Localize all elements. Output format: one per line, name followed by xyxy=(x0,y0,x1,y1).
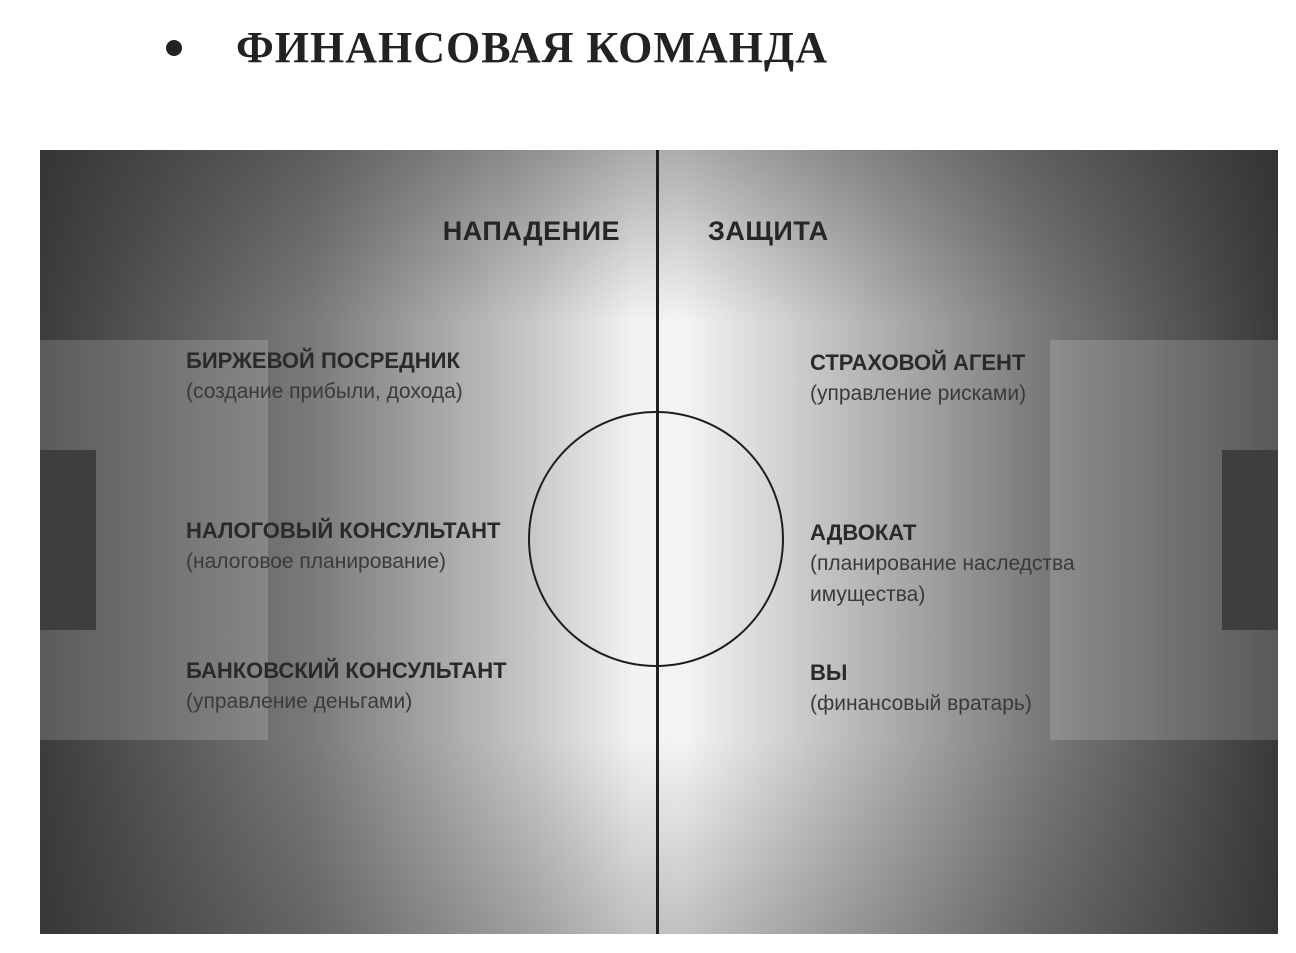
left-goal xyxy=(40,450,96,630)
role-you-goalkeeper xyxy=(810,658,1210,719)
role-name: ВЫ xyxy=(810,660,848,685)
page-title: ФИНАНСОВАЯ КОМАНДА xyxy=(236,23,828,72)
role-description: (управление рисками) xyxy=(810,382,1027,405)
role-name: СТРАХОВОЙ АГЕНТ xyxy=(810,350,1026,375)
role-lawyer xyxy=(810,518,1210,610)
role-tax-consultant xyxy=(186,516,586,577)
role-bank-consultant xyxy=(186,656,586,717)
attack-heading: НАПАДЕНИЕ xyxy=(442,216,620,246)
defense-heading: ЗАЩИТА xyxy=(708,216,829,246)
role-description: (создание прибыли, дохода) xyxy=(186,380,463,403)
soccer-field-diagram xyxy=(40,150,1278,934)
right-goal xyxy=(1222,450,1278,630)
role-description: (планирование наследства имущества) xyxy=(810,552,1075,606)
role-name: АДВОКАТ xyxy=(810,520,917,545)
role-name: НАЛОГОВЫЙ КОНСУЛЬТАНТ xyxy=(186,518,501,543)
role-name: БАНКОВСКИЙ КОНСУЛЬТАНТ xyxy=(186,658,507,683)
role-name: БИРЖЕВОЙ ПОСРЕДНИК xyxy=(186,348,460,373)
role-description: (финансовый вратарь) xyxy=(810,692,1032,715)
role-stockbroker xyxy=(186,346,586,407)
title-row xyxy=(0,0,1296,100)
role-description: (управление деньгами) xyxy=(186,690,413,713)
role-insurance-agent xyxy=(810,348,1210,409)
role-description: (налоговое планирование) xyxy=(186,550,447,573)
bullet-icon xyxy=(166,40,182,56)
